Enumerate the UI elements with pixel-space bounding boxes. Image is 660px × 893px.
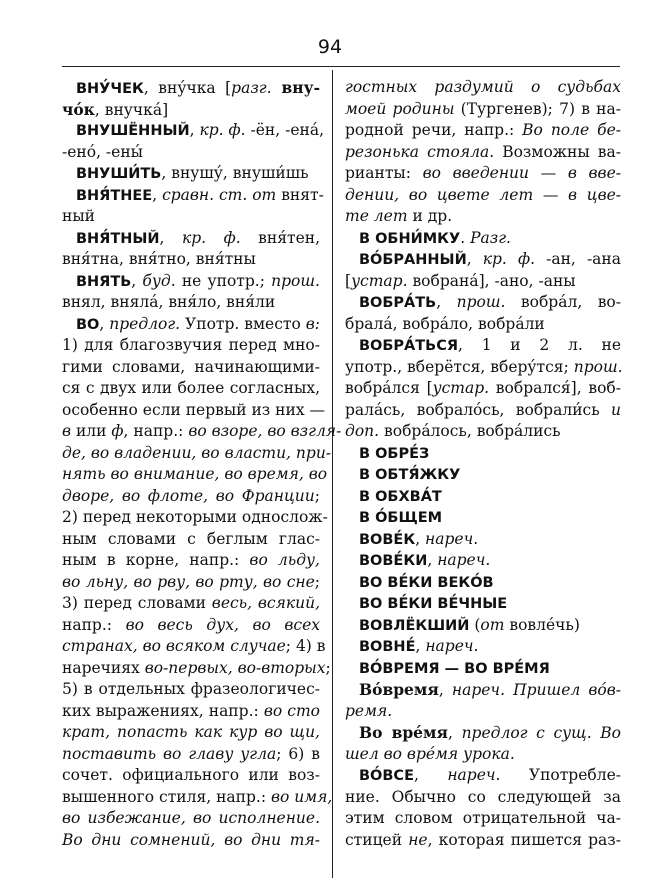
line-fragment: внял, вняла́, вня́ло, вня́ли xyxy=(62,293,276,311)
headword: ВНЯ́ТНЫЙ xyxy=(76,230,160,247)
line-fragment: моей родины xyxy=(345,99,455,118)
headword: В ОБНИ́МКУ xyxy=(359,230,461,247)
text-line xyxy=(345,228,621,250)
line-fragment: 5) в отдельных фразеологичес- xyxy=(62,680,320,698)
headword: ВОБРА́ТЬ xyxy=(359,295,437,311)
line-fragment: ких выражениях, напр.: xyxy=(62,701,264,720)
line-fragment: не xyxy=(408,830,428,849)
headword: ВНЯТЬ xyxy=(76,273,132,290)
headword: В О́БЩЕМ xyxy=(359,510,443,526)
line-fragment: сравн. ст. от xyxy=(162,185,277,204)
line-fragment: ; xyxy=(314,486,320,505)
line-fragment: во весь дух, во всех xyxy=(125,615,320,634)
line-fragment: стицей xyxy=(345,830,409,849)
line-fragment: Возможны ва- xyxy=(494,142,621,161)
text-line xyxy=(62,185,324,207)
headword: ВО ВЕ́КИ ВЕКО́В xyxy=(359,574,494,591)
line-fragment: весь, всякий, xyxy=(211,594,320,612)
line-fragment: , напр.: xyxy=(123,422,189,440)
line-fragment: прош. xyxy=(573,357,623,376)
headword: ВОВНЕ́ xyxy=(359,639,416,655)
line-fragment: и др. xyxy=(407,207,453,225)
line-fragment: во льну, во рву, во рту, во сне xyxy=(62,572,315,591)
text-line xyxy=(62,615,320,637)
line-fragment: дворе, во флоте, во Франции xyxy=(62,486,315,505)
text-line xyxy=(345,701,621,723)
headword: ВОБРА́ТЬСЯ xyxy=(359,338,459,354)
text-line xyxy=(62,120,325,142)
text-line xyxy=(345,765,621,787)
line-fragment: ся с двух или более согласных, xyxy=(62,379,320,397)
line-fragment: или xyxy=(71,422,112,440)
line-fragment: во сто xyxy=(263,701,320,720)
headword: ВОВЕ́К xyxy=(359,531,416,548)
line-fragment: де, во владении, во власти, при- xyxy=(62,443,332,462)
line-fragment: во взоре, во взгля- xyxy=(188,422,342,440)
text-line xyxy=(62,787,333,809)
left-column xyxy=(62,77,342,851)
line-fragment: от xyxy=(480,615,505,634)
text-line xyxy=(62,636,326,658)
line-fragment: , которая пишется раз- xyxy=(427,830,621,849)
line-fragment: Во́время xyxy=(359,680,439,699)
headword: В ОБРЕ́З xyxy=(359,445,430,462)
text-line xyxy=(62,722,320,744)
headword: ВНУ́ЧЕК xyxy=(76,81,144,97)
line-fragment: гими словами, начинающими- xyxy=(62,357,320,376)
line-fragment: , xyxy=(189,121,200,139)
text-line xyxy=(62,421,342,443)
text-line xyxy=(345,464,621,486)
line-fragment: Разг. xyxy=(470,228,511,247)
line-fragment: , xyxy=(415,529,426,548)
headword: ВО́БРАННЫЙ xyxy=(359,252,467,268)
headword: ВО́ВРЕМЯ — ВО ВРЕ́МЯ xyxy=(359,660,550,677)
line-fragment: 1) для благозвучия перед мно- xyxy=(62,336,320,354)
line-fragment: , xyxy=(413,766,448,784)
line-fragment: доп. xyxy=(345,422,380,440)
line-fragment: во-первых, во-вторых xyxy=(144,658,326,677)
text-line xyxy=(62,529,320,551)
text-line xyxy=(62,572,320,594)
text-line xyxy=(62,357,320,379)
line-fragment: 3) перед словами xyxy=(62,594,212,612)
text-line xyxy=(62,378,320,400)
line-fragment: . xyxy=(460,228,471,247)
headword: ВО xyxy=(76,316,100,333)
line-fragment: -ено́, -ены́ xyxy=(62,142,144,161)
line-fragment: поставить во главу угла xyxy=(62,744,277,763)
line-fragment: , xyxy=(436,293,457,311)
text-line xyxy=(62,400,326,422)
line-fragment: , xyxy=(131,271,143,290)
text-line xyxy=(345,400,621,422)
line-fragment: сочет. официального или воз- xyxy=(62,766,320,784)
text-line xyxy=(345,163,621,185)
line-fragment: во имя, xyxy=(271,787,333,806)
headword: ВНУШЁННЫЙ xyxy=(76,123,190,139)
text-line xyxy=(62,249,320,271)
headword: ВНЯ́ТНЕЕ xyxy=(76,187,153,204)
line-fragment: кр. ф. xyxy=(181,228,241,247)
line-fragment: нареч. xyxy=(437,551,491,569)
line-fragment: , xyxy=(415,637,426,655)
line-fragment: -ан, -ана xyxy=(535,250,621,268)
text-line xyxy=(345,77,621,99)
line-fragment: Употр. вместо xyxy=(180,314,306,333)
line-fragment: нареч. xyxy=(447,766,501,784)
line-fragment: наречиях xyxy=(62,658,145,677)
text-line xyxy=(345,271,621,293)
line-fragment: этим словом отрицательной ча- xyxy=(345,809,621,827)
text-line xyxy=(345,572,621,594)
line-fragment: вобрана́], -ано, -аны xyxy=(407,271,576,290)
line-fragment: нять во внимание, во время, во xyxy=(62,465,328,483)
text-line xyxy=(62,142,320,164)
line-fragment: и xyxy=(611,400,621,419)
line-fragment: вня́тен, xyxy=(240,228,320,247)
line-fragment: , xyxy=(427,551,438,569)
line-fragment: вобрался́], воб- xyxy=(489,379,621,397)
headword: ВОВЛЁКШИЙ xyxy=(359,617,470,634)
line-fragment: вня́тна, вня́тно, вня́тны xyxy=(62,250,256,268)
line-fragment: во льду, xyxy=(249,551,320,569)
line-fragment: крат, попасть как кур во щи, xyxy=(62,723,320,741)
text-line xyxy=(62,77,320,99)
text-line xyxy=(345,486,621,508)
text-line xyxy=(62,206,320,228)
text-line xyxy=(345,206,621,228)
line-fragment: кр. ф. xyxy=(482,250,536,268)
line-fragment: в xyxy=(62,422,72,440)
line-fragment: вобра́лось, вобра́лись xyxy=(379,422,561,440)
text-line xyxy=(62,507,328,529)
line-fragment: шел во вре́мя урока. xyxy=(345,744,515,763)
line-fragment: ( xyxy=(469,615,481,634)
line-fragment: ным словами с беглым глас- xyxy=(62,529,320,548)
line-fragment: нареч. xyxy=(425,529,479,548)
line-fragment: , xyxy=(99,314,110,333)
text-line xyxy=(345,185,621,207)
line-fragment: , 1 и 2 л. не xyxy=(458,336,621,354)
text-line xyxy=(345,550,621,572)
text-line xyxy=(345,357,621,379)
line-fragment: вну- xyxy=(271,78,320,97)
line-fragment: дении, во цвете лет — в цве- xyxy=(345,185,621,204)
text-line xyxy=(62,292,320,314)
right-column xyxy=(345,77,621,851)
line-fragment: (Тургенев); 7) в на- xyxy=(454,99,621,118)
line-fragment: -ён, -ена́, xyxy=(245,121,325,139)
line-fragment: родной речи, напр.: xyxy=(345,121,523,139)
line-fragment: не употр.; xyxy=(175,271,272,290)
text-line xyxy=(345,421,621,443)
line-fragment: вовле́чь) xyxy=(504,615,580,634)
headword: В ОБХВА́Т xyxy=(359,488,442,505)
line-fragment: нареч. Пришел во́в- xyxy=(451,681,621,699)
text-line xyxy=(62,808,320,830)
text-line xyxy=(345,636,621,658)
line-fragment: ние. Обычно со следующей за xyxy=(345,787,621,806)
line-fragment: ф xyxy=(111,422,124,440)
text-line xyxy=(345,292,621,314)
text-line xyxy=(345,142,621,164)
text-line xyxy=(62,765,320,787)
line-fragment: буд. xyxy=(142,271,176,290)
line-fragment: напр.: xyxy=(62,615,126,634)
text-line xyxy=(62,593,320,615)
text-line xyxy=(345,529,621,551)
line-fragment: нареч. xyxy=(425,637,479,655)
headword: ВО́ВСЕ xyxy=(359,768,414,784)
text-line xyxy=(345,808,621,830)
text-line xyxy=(345,830,621,852)
line-fragment: рианты: xyxy=(345,164,423,182)
line-fragment: ремя. xyxy=(345,701,393,720)
line-fragment: , вну́чка [ xyxy=(143,79,232,97)
line-fragment: кр. ф. xyxy=(199,121,246,139)
line-fragment: , внучка́] xyxy=(94,100,169,119)
line-fragment: резонька стояла. xyxy=(345,142,495,161)
header-rule xyxy=(62,66,620,67)
line-fragment: ; xyxy=(314,572,320,591)
text-line xyxy=(62,335,320,357)
text-line xyxy=(345,507,621,529)
text-line xyxy=(62,744,320,766)
line-fragment: чо́к xyxy=(62,99,95,119)
line-fragment: предлог. xyxy=(109,314,181,333)
line-fragment: странах, во всяком случае xyxy=(62,637,286,655)
column-divider xyxy=(332,70,333,878)
line-fragment: Во вре́мя xyxy=(359,723,448,742)
line-fragment: , xyxy=(152,185,163,204)
text-line xyxy=(345,679,621,701)
headword: ВНУШИ́ТЬ xyxy=(76,166,162,182)
text-line xyxy=(345,443,621,465)
text-line xyxy=(345,658,621,680)
line-fragment: в: xyxy=(305,314,320,333)
text-line xyxy=(345,722,621,744)
text-line xyxy=(345,593,621,615)
text-line xyxy=(62,679,320,701)
line-fragment: вышенного стиля, напр.: xyxy=(62,787,271,806)
line-fragment: 2) перед некоторыми однослож- xyxy=(62,508,328,526)
line-fragment: ный xyxy=(62,207,95,225)
line-fragment: прош. xyxy=(271,271,320,290)
headword: В ОБТЯ́ЖКУ xyxy=(359,467,461,483)
line-fragment: [ xyxy=(345,271,352,290)
line-fragment: Во дни сомнений, во дни тя- xyxy=(62,830,320,849)
line-fragment: те лет xyxy=(345,207,408,225)
page-number: 94 xyxy=(317,36,343,58)
line-fragment: Во поле бе- xyxy=(522,121,621,139)
line-fragment: особенно если первый из них — xyxy=(62,400,326,419)
line-fragment: вобра́л, во- xyxy=(505,293,621,311)
line-fragment: , xyxy=(447,724,462,742)
line-fragment: Употребле- xyxy=(500,766,621,784)
text-line xyxy=(62,830,320,852)
text-line xyxy=(62,228,320,250)
line-fragment: во избежание, во исполнение. xyxy=(62,809,320,827)
line-fragment: , xyxy=(438,681,452,699)
text-line xyxy=(62,701,320,723)
text-line xyxy=(345,787,621,809)
line-fragment: ; xyxy=(325,658,331,677)
line-fragment: разг. xyxy=(231,79,272,97)
text-line xyxy=(345,744,621,766)
text-line xyxy=(62,99,320,121)
line-fragment: брала́, вобра́ло, вобра́ли xyxy=(345,314,545,333)
line-fragment: , xyxy=(466,250,483,268)
line-fragment: гостных раздумий о судьбах xyxy=(345,78,621,96)
line-fragment: ; 4) в xyxy=(285,637,326,655)
headword: ВОВЕ́КИ xyxy=(359,553,428,569)
text-line xyxy=(345,99,621,121)
text-line xyxy=(62,443,332,465)
text-line xyxy=(345,335,621,357)
line-fragment: устар. xyxy=(351,271,408,290)
text-line xyxy=(345,314,621,336)
line-fragment: внят- xyxy=(276,185,324,204)
line-fragment: во введении — в вве- xyxy=(422,164,621,182)
line-fragment: ; 6) в xyxy=(276,744,320,763)
text-line xyxy=(62,271,320,293)
line-fragment: употр., вберётся, вберу́тся; xyxy=(345,357,574,376)
line-fragment: , xyxy=(159,228,182,247)
text-line xyxy=(345,615,621,637)
line-fragment: устар. xyxy=(432,379,490,397)
text-line xyxy=(62,314,320,336)
line-fragment: предлог с сущ. Во xyxy=(461,724,621,742)
line-fragment: прош. xyxy=(456,293,506,311)
text-line xyxy=(62,550,320,572)
text-line xyxy=(345,120,621,142)
text-line xyxy=(345,249,621,271)
text-line xyxy=(345,378,621,400)
line-fragment: рала́сь, вобрало́сь, вобрали́сь xyxy=(345,400,612,419)
headword: ВО ВЕ́КИ ВЕ́ЧНЫЕ xyxy=(359,596,508,612)
line-fragment: вобра́лся [ xyxy=(345,379,433,397)
text-line xyxy=(62,464,328,486)
text-line xyxy=(62,658,331,680)
text-line xyxy=(62,163,320,185)
line-fragment: , внушу́, внуши́шь xyxy=(161,164,309,182)
line-fragment: ным в корне, напр.: xyxy=(62,551,250,569)
text-line xyxy=(62,486,320,508)
